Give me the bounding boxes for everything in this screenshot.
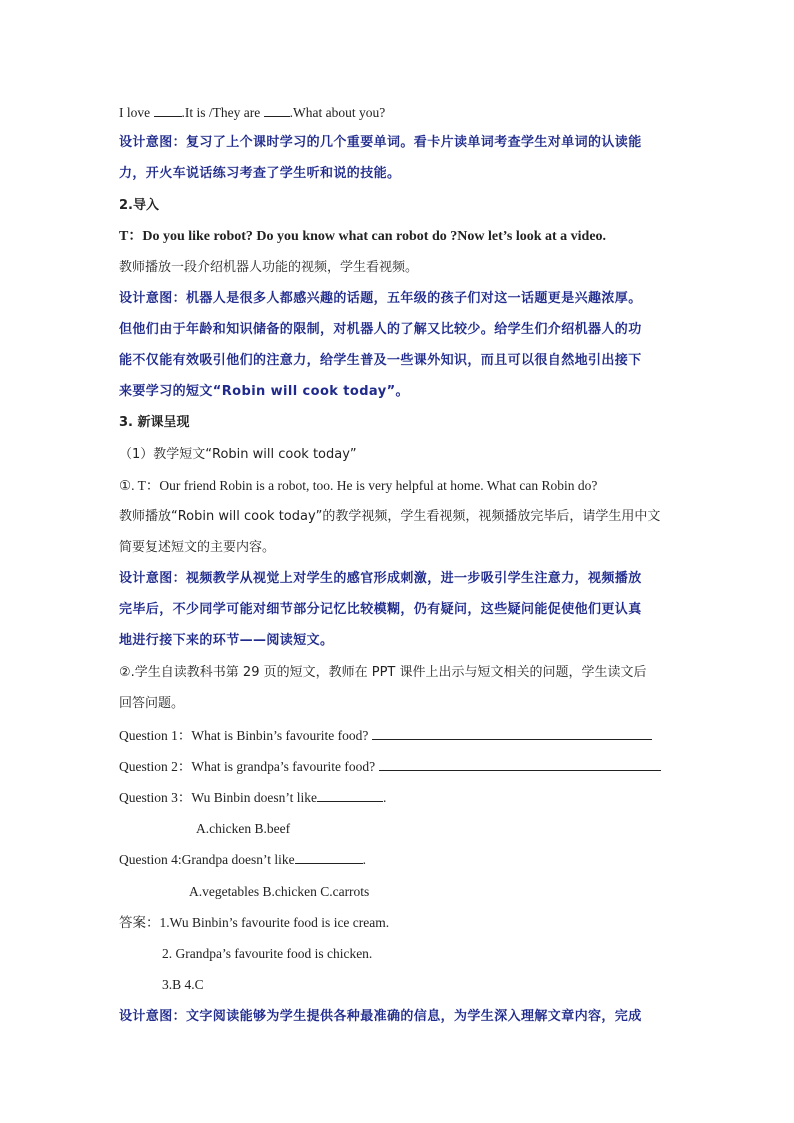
question-3-options: A.chicken B.beef (196, 821, 291, 836)
teacher-question-line: T：Do you like robot? Do you know what can robot do ?Now let’s look at a video. (119, 229, 607, 244)
design-intent-4-line-1: 设计意图：文字阅读能够为学生提供各种最准确的信息，为学生深入理解文章内容，完成 (119, 1009, 642, 1024)
activity-description-line-2: 简要复述短文的主要内容。 (119, 540, 276, 555)
question-3: Question 3：Wu Binbin doesn’t like . (119, 790, 387, 805)
question-4: Question 4:Grandpa doesn’t like . (119, 852, 366, 867)
sentence-part-3: .What about you? (289, 105, 386, 120)
question-2 (119, 758, 679, 776)
question-1-text: Question 1：What is Binbin’s favourite food? (119, 728, 369, 743)
question-4-text: Question 4:Grandpa doesn’t like (119, 852, 295, 867)
answer-line-2: 2. Grandpa’s favourite food is chicken. (162, 946, 373, 961)
question-4-options: A.vegetables B.chicken C.carrots (189, 884, 370, 899)
design-intent-1-line-2: 力，开火车说话练习考查了学生听和说的技能。 (119, 166, 401, 181)
teacher-activity-line: 教师播放一段介绍机器人功能的视频，学生看视频。 (119, 260, 419, 275)
reading-activity-line-2: 回答问题。 (119, 696, 185, 711)
reading-activity-line-1: ②.学生自读教科书第 29 页的短文，教师在 PPT 课件上出示与短文相关的问题，学生读文后 (119, 665, 647, 680)
blank-2 (264, 104, 290, 117)
question-4-blank (295, 851, 363, 864)
blank-1 (154, 104, 182, 117)
section-heading-new-lesson: 3. 新课呈现 (119, 415, 190, 430)
sentence-part-1: I love (119, 105, 154, 120)
design-intent-1-line-1: 设计意图：复习了上个课时学习的几个重要单词。看卡片读单词考查学生对单词的认读能 (119, 135, 642, 150)
design-intent-2-line-2: 但他们由于年龄和知识储备的限制，对机器人的了解又比较少。给学生们介绍机器人的功 (119, 322, 642, 337)
design-intent-2-line-1: 设计意图：机器人是很多人都感兴趣的话题，五年级的孩子们对这一话题更是兴趣浓厚。 (119, 291, 642, 306)
answer-line-3: 3.B 4.C (162, 977, 204, 992)
design-intent-2-line-4: 来要学习的短文“Robin will cook today”。 (119, 384, 409, 399)
question-3-text: Question 3：Wu Binbin doesn’t like (119, 790, 317, 805)
question-2-text: Question 2：What is grandpa’s favourite food? (119, 759, 376, 774)
sentence-part-2: .It is /They are (181, 105, 264, 120)
question-1-answer-line (372, 727, 652, 740)
design-intent-3-line-1: 设计意图：视频教学从视觉上对学生的感官形成刺激，进一步吸引学生注意力，视频播放 (119, 571, 642, 586)
design-intent-3-line-2: 完毕后，不少同学可能对细节部分记忆比较模糊，仍有疑问，这些疑问能促使他们更认真 (119, 602, 642, 617)
question-1 (119, 727, 679, 745)
answer-line-1: 答案：1.Wu Binbin’s favourite food is ice cream. (119, 915, 390, 930)
question-3-blank (317, 789, 383, 802)
question-2-answer-line (379, 758, 661, 771)
activity-description-line-1: 教师播放“Robin will cook today”的教学视频，学生看视频，视频播放完毕后，请学生用中文 (119, 509, 661, 524)
section-heading-intro: 2.导入 (119, 198, 159, 213)
design-intent-3-line-3: 地进行接下来的环节——阅读短文。 (119, 633, 334, 648)
subsection-heading-short-text: （1）教学短文“Robin will cook today” (119, 447, 357, 462)
practice-sentence-line (119, 104, 679, 122)
teacher-intro-line: ①. T：Our friend Robin is a robot, too. He is very helpful at home. What can Robin do? (119, 478, 598, 493)
design-intent-2-line-3: 能不仅能有效吸引他们的注意力，给学生普及一些课外知识，而且可以很自然地引出接下 (119, 353, 642, 368)
